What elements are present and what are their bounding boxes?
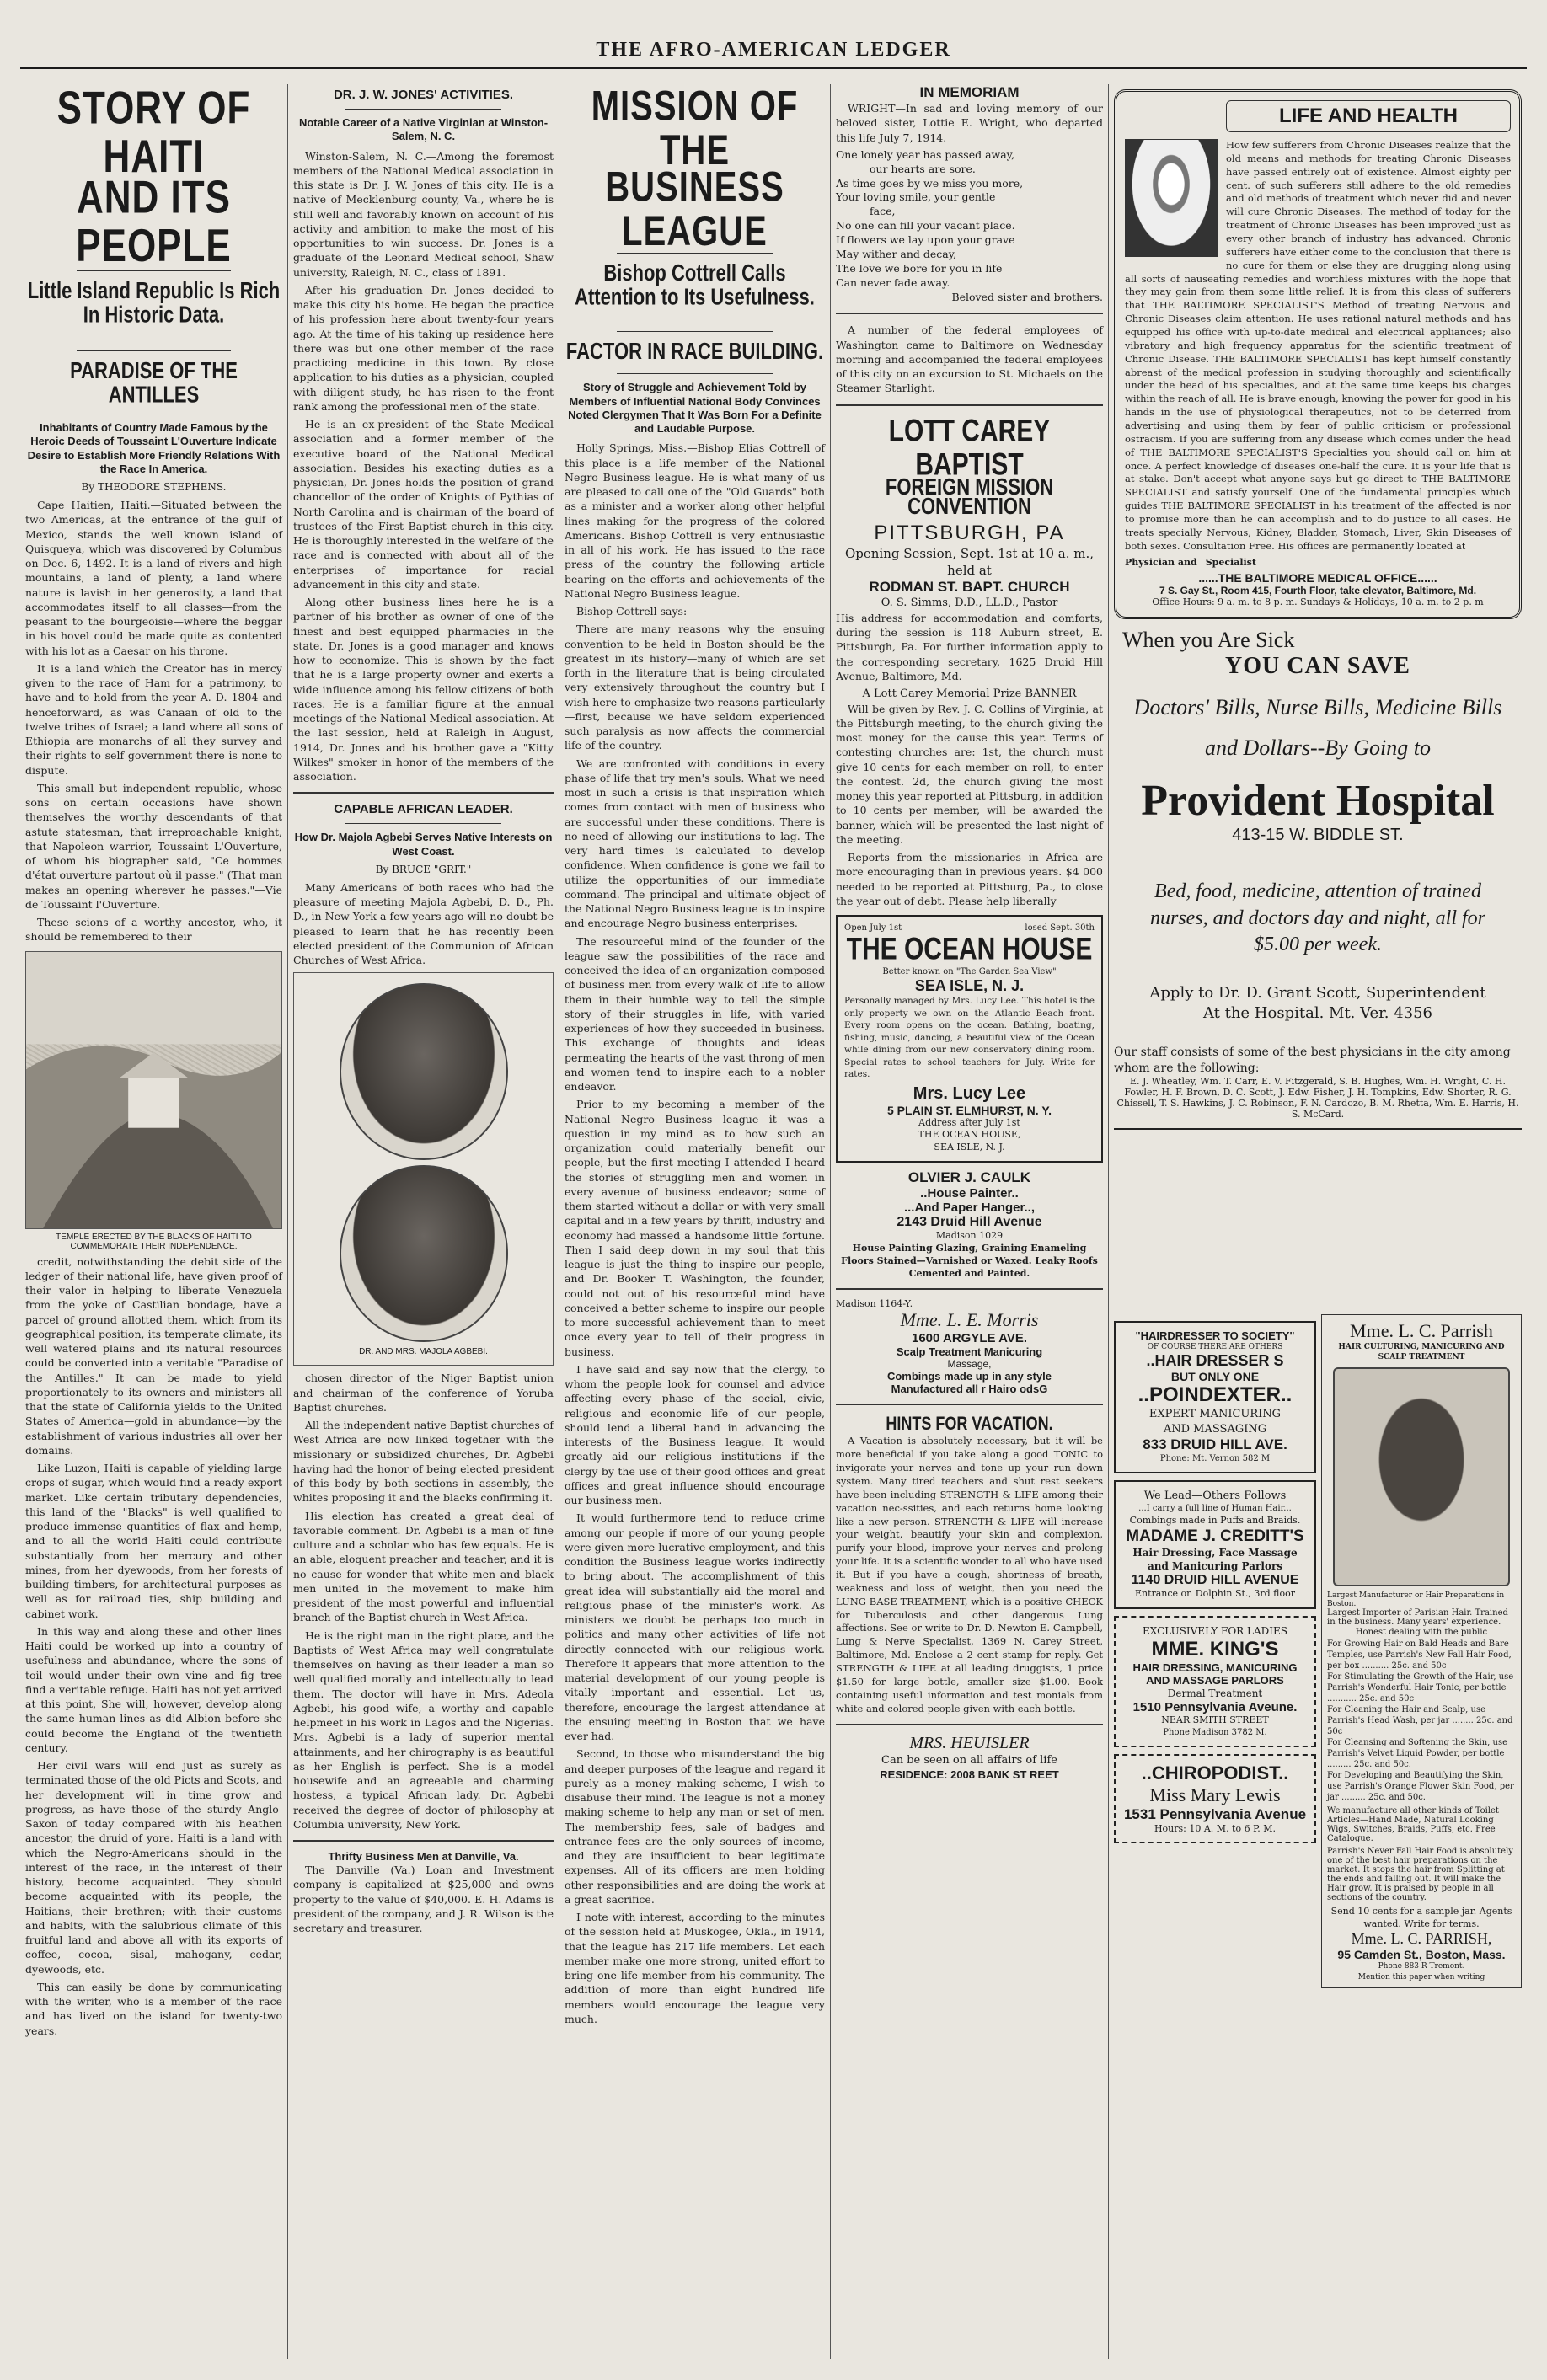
portrait-caption: Physician and (1125, 556, 1197, 568)
morris-name: Mme. L. E. Morris (900, 1309, 1039, 1331)
column-memoriam-ads (831, 84, 1109, 2359)
chiropodist-title: ..CHIROPODIST.. (1141, 1762, 1289, 1784)
jones-paragraph: He is an ex-president of the State Medical association and a former member of the executive board of the National Medical association. Besides his exacting duties as a physician, Dr. Jones holds the position of grand chancellor of the order of Knights of Pythias of North Carolina and is chairman of the board of trustees of the First Baptist church in this city. He is thoroughly interested in the welfare of the race and is connected with about all of the enterprises of importance for racial advancement in this city and state. (293, 418, 554, 591)
caulk-line: ..House Painter.. (920, 1186, 1019, 1201)
league-paragraph: It would furthermore tend to reduce crime among our people if more of our young people were given more lucrative employment, and this condition the Business league works indirectly to bring about. The accomplishment of this great idea will substantially aid the moral and religious phase of the minister's work. As ministers we doubt be perhaps too much in politics and many other activities of life not directly connected with our religious work. Therefore it appears that more attention to the material development of our young people is vitally important and essential. Let us, therefore, encourage the largest attendance at the ensuing meeting in Boston that we have ever had. (565, 1511, 825, 1743)
provident-address: 413-15 W. BIDDLE ST. (1232, 826, 1404, 845)
poindexter-phone: Phone: Mt. Vernon 582 M (1159, 1454, 1271, 1464)
morris-line: Massage, (947, 1358, 992, 1371)
king-ad (1114, 1616, 1316, 1747)
lott-opening: Opening Session, Sept. 1st at 10 a. m., held at (844, 545, 1095, 579)
league-paragraph: Prior to my becoming a member of the National Negro Business league it was a question in my mind as to how such an organization could materially benefit our people, but the first meeting I attended I heard the stories of struggling men and women in every avenue of business endeavor; some of them started without a dollar or with very small capital and in a few years by thrift, industry and economy had massed a handsome little fortune. Then I said deep down in my soul that this league is just the thing to inspire our people, and Dr. Booker T. Washington, the founder, could not out of his resourceful mind have conceived a better scheme to inspire our people to more successful achievement than to meet once every year to tell of their progress in business. (565, 1098, 825, 1358)
haiti-subhead: Little Island Republic Is Rich In Historic Data. (27, 276, 281, 328)
league-paragraph: We are confronted with conditions in every phase of life that try men's souls. What we need most in such a crisis is that inspiration which comes from contact with men of business who are successful under these conditions. There is no need of allowing our institutions to lag. The very hard times is calculated to develop confidence. When confidence is gone we fail to utilize the opportunities of our immediate command. The principal and ultimate object of the National Negro Business league is to inspire and encourage Negro business enterprises. (565, 757, 825, 930)
lott-prize: A Lott Carey Memorial Prize BANNER (862, 687, 1077, 701)
agbebi-byline: By BRUCE "GRIT." (375, 863, 472, 875)
agbebi-paragraph: His election has created a great deal of favorable comment. Dr. Agbebi is a man of fine culture and a scholar who has few equals. He is an able, eloquent preacher and teacher, and it is no cause for wonder that white men and black men united in the movement to make him president of the most powerful and influential branch of the Baptist church in West Africa. (293, 1509, 554, 1624)
heuisler-address: RESIDENCE: 2008 BANK ST REET (880, 1768, 1059, 1781)
parrish-price-item: For Developing and Beautifying the Skin, use Parrish's Orange Flower Skin Food, per jar ......... 25c. and 50c. (1327, 1770, 1514, 1802)
creditt-address: 1140 DRUID HILL AVENUE (1131, 1573, 1299, 1587)
league-paragraph: The resourceful mind of the founder of the league saw the possibilities of the race and conceived the idea of an organization composed of business men from every walk of life to allow them in their humble way to tell the simple story of their struggles in life, with varied experiences of how they succeeded in business. This exchange of thoughts and ideas permeating the hearts of the vast throng of men and women tend to inspire each to a nobler endeavor. (565, 934, 825, 1094)
parrish-portrait (1333, 1367, 1510, 1586)
morris-line: Scalp Treatment Manicuring (896, 1345, 1043, 1359)
morris-line: Manufactured all r Hairo odsG (891, 1383, 1048, 1396)
creditt-line: Hair Dressing, Face Massage (1132, 1546, 1298, 1559)
ocean-after-line: SEA ISLE, N. J. (934, 1142, 1005, 1153)
parrish-footer: Mention this paper when writing (1357, 1972, 1485, 1982)
column-right-ads (1109, 84, 1527, 2359)
parrish-price-item: For Cleaning the Hair and Scalp, use Parrish's Head Wash, per jar ........ 25c. and 50c (1327, 1704, 1513, 1736)
danville-headline: Thrifty Business Men at Danville, Va. (328, 1850, 519, 1863)
king-line: NEAR SMITH STREET (1161, 1714, 1269, 1726)
memoriam-signature: Beloved sister and brothers. (951, 290, 1103, 303)
parrish-price-item: For Growing Hair on Bald Heads and Bare Temples, use Parrish's New Fall Hair Food, per box .......... 25c. and 50c (1327, 1639, 1512, 1671)
provident-apply: Apply to Dr. D. Grant Scott, Superintendent (1149, 984, 1486, 1003)
creditt-line: ...I carry a full line of Human Hair... (1138, 1504, 1292, 1514)
column-business-league (559, 84, 831, 2359)
parrish-line: HAIR CULTURING, MANICURING AND SCALP TREATMENT (1338, 1343, 1505, 1362)
mrs-agbebi-portrait (340, 1165, 508, 1342)
life-health-body: How few sufferers from Chronic Diseases realize that the old means and methods for treating Chronic Diseases have passed entirely out of existence. Almost eighty per cent. of such sufferers still adhere to the old remedies and old methods of treatment which never did and never will cure Chronic Diseases. The method of today for the treatment of Chronic Diseases has been improved just as every other branch of industry has advanced. Chronic sufferers have either come to the conclusion that there is no cure for them or else they are drugging along using all sorts of nauseating remedies and worthless mixtures with the hope that they may gain from them some little relief. It is from this class of sufferers that THE BALTIMORE SPECIALIST'S Method of treating Nervous and Chronic Diseases claim attention. He uses rational natural methods and has equipped his office with up-to-date medical and electrical appliances; also vibratory and high frequency apparatus for the scientific treatment of Chronic Disease. THE BALTIMORE SPECIALIST has kept himself constantly abreast of the medical profession in studying thoroughly and scientifically under the head of his specialties, and at the same time keeps his charges within the reach of all. He is brave enough, knowing the power for good in his hands in the use of physiological therapeutics, not to be deterred from advertising and using them by fear of public criticism or professional ostracism. If you are suffering from any disease which comes under the head of THE BALTIMORE SPECIALIST'S Specialties you should call on him at once. A perfect knowledge of diseases one-half the cure. It is your life that is at stake. Don't accept what anyone says but go direct to THE BALTIMORE SPECIALIST and satisfy yourself. One of the fundamental principles which guides THE BALTIMORE SPECIALIST in his treatment of the affected is nor to promise more than he can accomplish and to do justice to all cases. He treats specially Nervous, Kidney, Bladder, Stomach, Liver, Skin Diseases of both sexes. Consultation Free. His offices are permanently located at (1125, 139, 1511, 552)
caulk-address: 2143 Druid Hill Avenue (897, 1215, 1042, 1230)
league-paragraph: Second, to those who misunderstand the big and deeper purposes of the league and regard it purely as a money making scheme, I wish to disabuse their mind. The league is not a money making scheme to help any man or set of men. The membership fees, sale of badges and entrance fees are the only sources of income, and they are insufficient to bear legitimate expenses. All of its officers are men holding other responsibilities and are doing the work at a great sacrifice. (565, 1747, 825, 1906)
chiropodist-hours: Hours: 10 A. M. to 6 P. M. (1154, 1822, 1277, 1834)
haiti-paragraph: Like Luzon, Haiti is capable of yielding large crops of sugar, which would find a ready export market. Like certain tributary dependencies, this land of the "Blacks" is well qualified to produce immense quantities of flax and hemp, and to all the world Haiti could contribute substantially from her mercury and other mines, from her dyewoods, from her forests of building timbers, for architectural purposes as well as for railroad ties, ship building and cabinet work. (25, 1462, 282, 1620)
haiti-paragraph: In this way and along these and other lines Haiti could be worked up into a country of usefulness and abundance, where the sons of toil would under their own vine and fig tree find a veritable refuge. Haiti has not yet arrived at this point, She will, however, develop along the same human lines as did Albion before she could become the England of the twentieth century. (25, 1624, 282, 1754)
creditt-line: We Lead—Others Follows (1143, 1489, 1287, 1502)
parrish-line: Largest Importer of Parisian Hair. Trained in the business. Many years' experience. (1327, 1608, 1508, 1628)
ocean-owner: Mrs. Lucy Lee (913, 1083, 1026, 1103)
league-subhead-2: FACTOR IN RACE BUILDING. (565, 337, 824, 365)
morris-address: 1600 ARGYLE AVE. (912, 1331, 1027, 1346)
lott-body: His address for accommodation and comforts, during the session is 118 Auburn street, E. Pittsburgh, Pa. For further information apply to the corresponding secretary, 1625 Druid Hill Avenue, Baltimore, Md. (836, 611, 1103, 682)
ocean-address: 5 PLAIN ST. ELMHURST, N. Y. (887, 1103, 1052, 1117)
haiti-headline-1: STORY OF HAITI (56, 84, 251, 183)
provident-apply-phone: At the Hospital. Mt. Ver. 4356 (1202, 1004, 1433, 1023)
verse-line: our hearts are sore. (870, 162, 976, 175)
provident-save: YOU CAN SAVE (1225, 653, 1410, 680)
jones-paragraph: After his graduation Dr. Jones decided to make this city his home. He began the practice of his profession here about twenty-four years ago. At the time of his taking up residence here there was but one other member of the race practicing medicine in this town. By close application to his duties as a physician, coupled with diligent study, he has risen to the front rank among the professional men of the state. (293, 283, 554, 413)
league-paragraph: I have said and say now that the clergy, to whom the people look for counsel and advice affecting every phase of the social, civic, religious and economic life of our people, should lend a liberal hand in advancing the interests of the Business league. It would greatly aid our religious institutions if the clergy by the use of their good offices and great offices and great influence should encourage our business men. (565, 1362, 825, 1507)
caulk-line: ...And Paper Hanger.., (903, 1201, 1036, 1216)
verse-line: The love we bore for you in life (836, 261, 1003, 275)
verse-line: May wither and decay, (836, 247, 957, 260)
memoriam-intro: WRIGHT—In sad and loving memory of our beloved sister, Lottie E. Wright, who departed this life July 7, 1914. (836, 102, 1103, 144)
heuisler-ad (836, 1734, 1103, 1781)
league-headline-2: BUSINESS LEAGUE (605, 163, 784, 255)
masthead-title: THE AFRO-AMERICAN LEDGER (596, 39, 951, 61)
league-paragraph: There are many reasons why the ensuing convention to be held in Boston should be the greatest in its history—many of which are set forth in the literature that is being circulated very extensively throughout the country but I wish here to emphasize two reasons particularly—first, because we have seldom experienced such paralysis as now affects the commercial life of the country. (565, 623, 825, 752)
king-line: EXCLUSIVELY FOR LADIES (1142, 1624, 1287, 1637)
verse-line: Can never fade away. (836, 275, 950, 289)
verse-line: As time goes by we miss you more, (836, 176, 1024, 190)
poindexter-ad (1114, 1321, 1316, 1473)
league-paragraph: Bishop Cottrell says: (576, 605, 688, 618)
ocean-after-line: THE OCEAN HOUSE, (918, 1129, 1021, 1141)
life-health-ad (1114, 89, 1522, 619)
haiti-paragraph: credit, notwithstanding the debit side of the ledger of their national life, have given proof of their valor in helping to liberate Venezuela from the yoke of Castilian bondage, have a parcel of ground allotted them, which from its geographical position, its temperate climate, its well watered plains and its natural resources could be converted into a veritable "Paradise of the Antilles." It can be made to yield proportionately to its owners and ministers all that the state of California yields to the United States of America—gold in abundance—by the establishment of various industries all over her domains. (25, 1254, 282, 1457)
haiti-deck: Inhabitants of Country Made Famous by the Heroic Deeds of Toussaint L'Ouverture Indicate Desire to Establish More Friendly Relations With the Race In America. (27, 421, 281, 475)
agbebi-paragraph: Many Americans of both races who had the pleasure of meeting Majola Agbebi, D. D., Ph. D., in New York a few years ago will no doubt be pleased to learn that he has recently been elected president of the Communion of African Churches of West Africa. (293, 880, 554, 966)
danville-paragraph: The Danville (Va.) Loan and Investment company is capitalized at $25,000 and owns property to the value of $40,000. E. H. Adams is president of the company, and J. R. Wilson is the secretary and treasurer. (293, 1864, 554, 1934)
provident-services: Bed, food, medicine, attention of trained nurses, and doctors day and night, all for $5.00 per week. (1149, 880, 1485, 955)
lott-church: RODMAN ST. BAPT. CHURCH (869, 579, 1070, 596)
lott-reports: Reports from the missionaries in Africa are more encouraging than in previous years. $4 000 needed to be reported at Pittsburg, Pa., to close the year out of debt. Please help liberally (836, 851, 1103, 907)
parrish-line: Send 10 cents for a sample jar. Agents wanted. Write for terms. (1330, 1905, 1512, 1929)
haiti-paragraph: These scions of a worthy ancestor, who, it should be remembered to their (25, 916, 282, 944)
league-paragraph: I note with interest, according to the minutes of the session held at Muskogee, Okla., in 1914, that the league has 217 life members. Let each member make one more strong, united effort to bring one life member from his community. The addition of more than eight hundred life members would encourage the league very much. (565, 1911, 825, 2025)
provident-hospital-name: Provident Hospital (1141, 777, 1495, 826)
parrish-caption: Largest Manufacturer or Hair Preparations in Boston. (1327, 1591, 1505, 1609)
agbebi-paragraph: He is the right man in the right place, and the Baptists of West Africa may well congratulate themselves on having as their leader a man so well qualified morally and intellectually to lead them. The doctor will have in Mrs. Adeola Agbebi, his good wife, a worthy and capable helpmeet in his work in Lagos and the Nigerias. Mrs. Agbebi is a lady of superior mental attainments, and her chirography is as beautiful as her English is perfect. She is a model housewife and an agreeable and charming hostess, a typical African lady. Dr. Agbebi received the degree of doctor of philosophy at Columbia university, New York. (293, 1629, 554, 1831)
jones-headline: DR. J. W. JONES' ACTIVITIES. (333, 88, 514, 102)
morris-ad (836, 1298, 1103, 1395)
lott-title-3: CONVENTION (907, 492, 1031, 519)
heuisler-name: MRS. HEUISLER (909, 1734, 1030, 1753)
king-phone: Phone Madison 3782 M. (1163, 1728, 1267, 1738)
ocean-house-title: THE OCEAN HOUSE (846, 931, 1093, 967)
masthead (20, 34, 1527, 69)
provident-bills: Doctors' Bills, Nurse Bills, Medicine Bills (1133, 695, 1502, 720)
right-left-ads (1114, 1314, 1316, 1850)
medical-office-address: 7 S. Gay St., Room 415, Fourth Floor, take elevator, Baltimore, Md. (1159, 584, 1477, 596)
ocean-house-ad (836, 915, 1103, 1163)
parrish-signature: Mme. L. C. PARRISH, (1351, 1930, 1492, 1948)
agbebi-headline: CAPABLE AFRICAN LEADER. (334, 802, 513, 817)
verse-line: No one can fill your vacant place. (836, 219, 1015, 233)
chiropodist-name: Miss Mary Lewis (1149, 1784, 1281, 1805)
morris-phone: Madison 1164-Y. (836, 1298, 913, 1310)
caulk-body: House Painting Glazing, Graining Enameling Floors Stained—Varnished or Waxed. Leaky Roofs Cemented and Painted. (841, 1242, 1098, 1279)
caulk-name: OLVIER J. CAULK (907, 1169, 1031, 1186)
haiti-photo-caption: TEMPLE ERECTED BY THE BLACKS OF HAITI TO COMMEMORATE THEIR INDEPENDENCE. (56, 1232, 252, 1251)
haiti-paragraph: Cape Haitien, Haiti.—Situated between the two Americas, at the entrance of the gulf of Mexico, stands the well known island of Quisqueya, which was discovered by Columbus on Dec. 6, 1492. It is a land of rivers and high mountains, a land of plenty, a land where nature is lavish in her generosity, a land that accommodates itself to all classes—from the peasant to the bourgeoisie—where the beggar in his hovel could be made quite as contented with his lot as a Caesar on his throne. (25, 499, 282, 657)
haiti-paragraph: It is a land which the Creator has in mercy given to the race of Ham for a patrimony, to have and to hold from the year A. D. 1804 and henceforward, as was Canaan of old to the twelve tribes of Israel; a land where all sons of Ethiopia are monarchs of all they survey and their rights to self government there is none to dispute. (25, 661, 282, 777)
creditt-line: Entrance on Dolphin St., 3rd floor (1134, 1588, 1296, 1599)
parrish-line: Honest dealing with the public (1355, 1628, 1488, 1638)
poindexter-line: ..HAIR DRESSER S (1146, 1352, 1284, 1370)
life-health-title: LIFE AND HEALTH (1226, 100, 1511, 132)
caulk-ad (836, 1169, 1103, 1280)
lott-prize-body: Will be given by Rev. J. C. Collins of Virginia, at the Pittsburgh meeting, to the church giving the most money for the cause this year. Terms of contesting churches are: 1st, the church must give 10 cents for each member on roll, to enter the contest. 2d, the church giving the most money this year reported at Pittsburg, in addition to 10 cents per member, will be awarded the banner, which will be presented the last night of the meeting. (836, 702, 1103, 846)
league-subhead: Bishop Cottrell Calls Attention to Its Usefulness. (575, 259, 815, 310)
memoriam-verse (836, 148, 1103, 305)
haiti-subhead-2: PARADISE OF THE ANTILLES (70, 356, 238, 408)
specialist-portrait (1125, 139, 1218, 257)
parrish-ad (1321, 1314, 1522, 1988)
hints-ad (836, 1414, 1103, 1715)
temple-illustration (26, 952, 281, 1228)
creditt-ad (1114, 1480, 1316, 1609)
league-paragraph: Holly Springs, Miss.—Bishop Elias Cottrell of this place is a life member of the National Negro Business league. He is what many of us are pleased to call one of the "Old Guards" both as a minister and a worker along other helpful lines making for the progress of the colored Americans. Bishop Cottrell is very enthusiastic in all of his work. He has issued to the race press of the country the following article bearing on the efforts and achievements of the National Negro Business league. (565, 441, 825, 600)
league-headline-1: MISSION OF THE (591, 84, 799, 174)
parrish-price-item: For Cleansing and Softening the Skin, use Parrish's Velvet Liquid Powder, per bottle ......... 25c. and 50c. (1327, 1737, 1507, 1769)
king-address: 1510 Pennsylvania Aveune. (1132, 1700, 1298, 1715)
lott-carey-ad (836, 414, 1103, 909)
agbebi-paragraph: chosen director of the Niger Baptist union and chairman of the conference of Yoruba Baptist churches. (293, 1372, 554, 1414)
parrish-price-item: For Stimulating the Growth of the Hair, use Parrish's Wonderful Hair Tonic, per bottle ........... 25c. and 50c (1327, 1671, 1514, 1703)
provident-headline: When you Are Sick (1122, 628, 1295, 653)
ocean-location: SEA ISLE, N. J. (914, 977, 1025, 995)
league-deck: Story of Struggle and Achievement Told by Members of Influential National Body Convinces Noted Clergymen That It Was Born For a Definite and Laudable Purpose. (568, 381, 822, 436)
excursion-note: A number of the federal employees of Washington came to Baltimore on Wednesday morning and accompanied the federal employees of this city on an excursion to St. Michaels on the Steamer Starlight. (836, 324, 1103, 395)
chiropodist-address: 1531 Pennsylvania Avenue (1123, 1805, 1307, 1822)
king-line: HAIR DRESSING, MANICURING AND MASSAGE PARLORS (1132, 1661, 1298, 1687)
portrait-caption: Specialist (1205, 556, 1256, 568)
creditt-name: MADAME J. CREDITT'S (1126, 1527, 1304, 1545)
heuisler-line: Can be seen on all affairs of life (881, 1754, 1057, 1768)
poindexter-line: OF COURSE THERE ARE OTHERS (1147, 1343, 1283, 1351)
poindexter-line: "HAIRDRESSER TO SOCIETY" (1135, 1329, 1295, 1342)
parrish-line: Parrish's Never Fall Hair Food is absolutely one of the best hair preparations on the market. It stops the hair from Splitting at the ends and falling out. It will make the Hair grow. It is praised by people in all sections of the country. (1327, 1846, 1513, 1902)
poindexter-line: BUT ONLY ONE (1170, 1370, 1260, 1384)
haiti-temple-photo (25, 951, 282, 1229)
verse-line: face, (870, 205, 896, 218)
ocean-body: Personally managed by Mrs. Lucy Lee. This hotel is the only property we own on the Atlantic Beach front. Every room opens on the ocean. Bathing, boating, fishing, music, dancing, a beautiful view of the Ocean while dining from our new conservatory dining room. Special rates to school teachers for July. Write for rates. (844, 996, 1095, 1080)
lott-title-2: FOREIGN MISSION (885, 473, 1054, 500)
jones-paragraph: Along other business lines here he is a partner of his brother as owner of one of the finest and best equipped pharmacies in the state. Dr. Jones is a good manager and knows how to economize. This is shown by the fact that he is a large property owner and exerts a wide influence among his fellow citizens of both races. He is a familiar figure at the annual meetings of the National Medical association. At the last session, held at Raleigh in August, 1914, Dr. Jones and his brother gave a "Kitty Wilkes" smoker in honor of the members of the association. (293, 596, 554, 783)
poindexter-address: 833 DRUID HILL AVE. (1143, 1436, 1287, 1453)
agbebi-deck: How Dr. Majola Agbebi Serves Native Interests on West Coast. (294, 831, 553, 858)
verse-line: One lonely year has passed away, (836, 147, 1015, 161)
parrish-line: We manufacture all other kinds of Toilet Articles—Hand Made, Natural Looking Wigs, Switches, Braids, Puffs, etc. Free Catalogue. (1327, 1805, 1499, 1843)
dr-agbebi-portrait (340, 983, 508, 1160)
creditt-line: Combings made in Puffs and Braids. (1129, 1514, 1301, 1526)
creditt-line: and Manicuring Parlors (1147, 1559, 1283, 1572)
parrish-phone: Phone 883 R Tremont. (1378, 1962, 1465, 1971)
medical-office-name: ......THE BALTIMORE MEDICAL OFFICE...... (1198, 570, 1437, 585)
parrish-name: Mme. L. C. Parrish (1350, 1320, 1493, 1341)
agbebi-paragraph: All the independent native Baptist churches of West Africa are now linked together with the missionary or subsidized churches, Dr. Agbebi having had the honor of being elected president of this body by both sections in assembly, the whites proposing it and the blacks confirming it. (293, 1419, 554, 1505)
agbebi-caption: DR. AND MRS. MAJOLA AGBEBI. (359, 1347, 488, 1357)
column-jones-agbebi (288, 84, 559, 2359)
hints-body: A Vacation is absolutely necessary, but it will be more beneficial if you take along a good TONIC to invigorate your nerves and tone up your run down system. Many tired teachers and shut rest seekers have been including STRENGTH & LIFE among their vacation nec-ssities, and each returns home looking like a new person. STRENGTH & LIFE will increase your weight, beautify your skin and complexion, purify your blood, improve your nerves and prolong your life. It is a scientific wonder to all who have used it. But if you have a cough, shortness of breath, weakness and loss of weight, then you need the LUNG BASE TREATMENT, which is a positive CHECK for Tuberculosis and other dangerous Lung affections. See or write to Dr. D. Newton E. Campbell, Lung & Nerve Specialist, 1369 N. Carey Street, Baltimore, Md. Enclose a 2 cent stamp for reply. Get STRENGTH & LIFE at all leading druggists, 1 price $1.50 for large bottle, smaller size $1.00. Book containing useful information and test monials from white and colored people given with each bottle. (836, 1435, 1103, 1714)
ocean-known-as: Better known on "The Garden Sea View" (882, 966, 1057, 976)
memoriam-title: IN MEMORIAM (919, 84, 1020, 100)
column-haiti (20, 84, 288, 2359)
haiti-byline: By THEODORE STEPHENS. (81, 481, 227, 494)
jones-deck: Notable Career of a Native Virginian at Winston-Salem, N. C. (298, 116, 549, 143)
lott-pastor: O. S. Simms, D.D., LL.D., Pastor (881, 596, 1058, 610)
haiti-paragraph: Her civil wars will end just as surely as terminated those of the old Picts and Scots, and her development will in time grow and progress, as have those of the sturdy Anglo-Saxon of today compared with his heathen ancestor, the druid of yore. Haiti is a land with which the Negro-Americans should in the interest of the race, in the interest of their history, become acquainted. They should become acquainted with its people, the Haitians, their brethren; with their customs and habits, with the salubrious climate of this fruitful land and above all with its exports of coffee, cocoa, sisal, mahogany, cedar, dyewoods, etc. (25, 1759, 282, 1976)
provident-staff: Our staff consists of some of the best physicians in the city among whom are the following: (1114, 1045, 1511, 1075)
provident-ad (1114, 628, 1522, 1130)
verse-line: Your loving smile, your gentle (836, 190, 996, 204)
poindexter-line: AND MASSAGING (1163, 1422, 1267, 1436)
ocean-close-date: losed Sept. 30th (1025, 923, 1095, 933)
king-line: Dermal Treatment (1167, 1687, 1263, 1700)
lott-title-1: LOTT CAREY BAPTIST (888, 413, 1051, 481)
agbebi-portraits (293, 972, 554, 1366)
provident-going: and Dollars--By Going to (1205, 735, 1431, 761)
ocean-open-date: Open July 1st (844, 923, 902, 933)
jones-paragraph: Winston-Salem, N. C.—Among the foremost members of the National Medical association in this state is Dr. J. W. Jones of this city. He is a native of Mecklenburg county, Va., where he is still well and favorably known on account of his activity and ambition to make the most of his opportunities to win success. Dr. Jones is a graduate of the Leonard Medical school, Shaw university, Raleigh, N. C., class of 1891. (293, 149, 554, 279)
provident-staff-names: E. J. Wheatley, Wm. T. Carr, E. V. Fitzgerald, S. B. Hughes, Wm. H. Wright, C. H. Fowler, H. F. Brown, D. C. Scott, J. Edw. Fisher, J. H. Tompkins, Edw. Shorter, R. G. Chissell, T. S. Hawkins, J. C. Robinson, F. N. Cardozo, B. M. Rhetta, Wm. E. Harris, H. S. McCard. (1116, 1076, 1519, 1120)
haiti-paragraph: This small but independent republic, whose sons on certain occasions have shown themselves the worthy descendants of that astute statesman, that irreproachable knight, that Napoleon warrior, Toussaint L'Ouverture, of whom his biographer said, "Ce hommes d'état ouverture partout où il passe." (That man makes an opening wherever he passes."—Vie de Toussaint l'Ouverture. (25, 781, 282, 911)
king-name: MME. KING'S (1151, 1638, 1279, 1661)
poindexter-line: EXPERT MANICURING (1148, 1408, 1282, 1421)
morris-line: Combings made up in any style (886, 1370, 1052, 1383)
ocean-after-label: Address after July 1st (918, 1116, 1020, 1128)
verse-line: If flowers we lay upon your grave (836, 233, 1015, 246)
hints-title: HINTS FOR VACATION. (886, 1413, 1053, 1435)
caulk-phone: Madison 1029 (935, 1230, 1004, 1242)
haiti-paragraph: This can easily be done by communicating with the writer, who is a member of the race and has lived on the island for twenty-two years. (25, 1980, 282, 2037)
medical-office-hours: Office Hours: 9 a. m. to 8 p. m. Sundays & Holidays, 10 a. m. to 2 p. m (1152, 596, 1484, 607)
parrish-address: 95 Camden St., Boston, Mass. (1337, 1948, 1506, 1962)
lott-city: PITTSBURGH, PA (874, 521, 1065, 544)
poindexter-name: ..POINDEXTER.. (1138, 1383, 1293, 1407)
chiropodist-ad (1114, 1754, 1316, 1844)
haiti-headline-2: AND ITS PEOPLE (76, 171, 232, 272)
